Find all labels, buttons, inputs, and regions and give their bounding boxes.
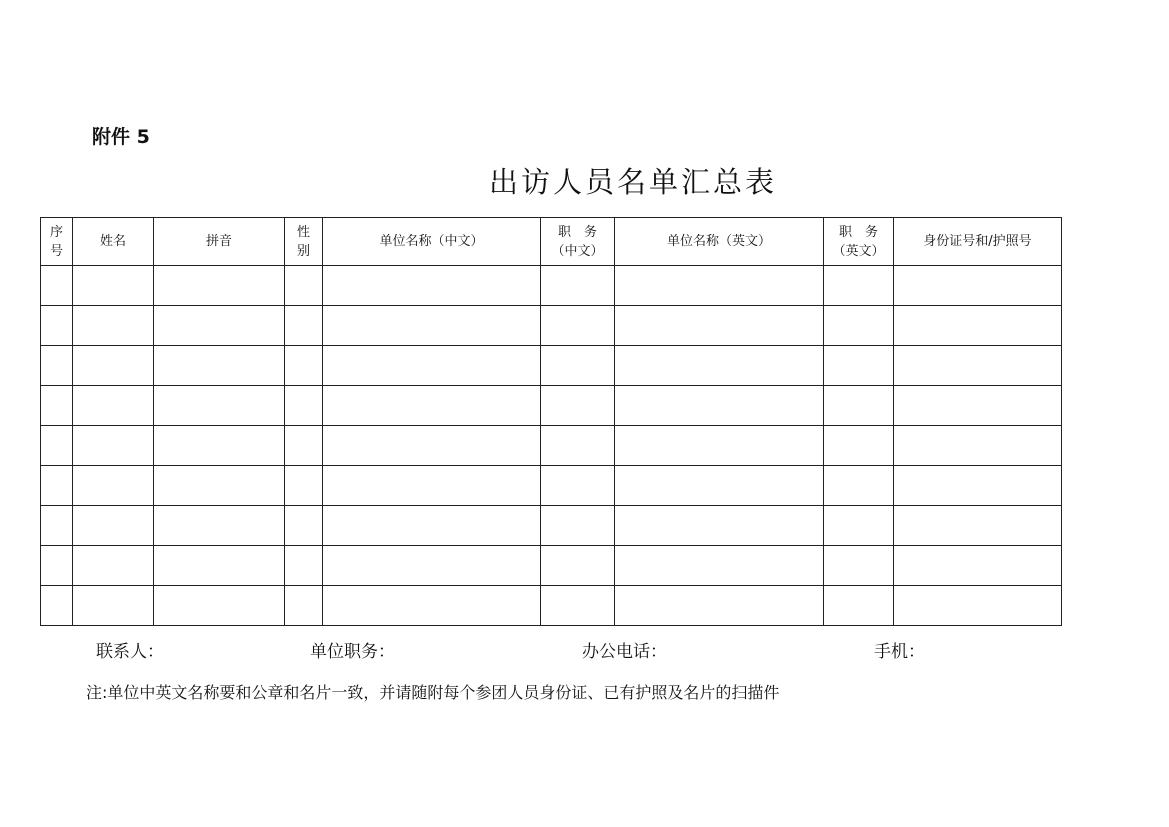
table-cell[interactable] <box>154 386 285 426</box>
footnote: 注:单位中英文名称要和公章和名片一致，并请随附每个参团人员身份证、已有护照及名片的扫描件 <box>86 683 780 702</box>
table-cell[interactable] <box>824 586 894 626</box>
table-cell[interactable] <box>285 306 323 346</box>
table-cell[interactable] <box>73 426 154 466</box>
table-cell[interactable] <box>73 266 154 306</box>
header-index: 序 号 <box>41 218 73 266</box>
table-cell[interactable] <box>824 266 894 306</box>
table-cell[interactable] <box>894 386 1062 426</box>
table-cell[interactable] <box>323 346 541 386</box>
header-title-cn: 职 务 （中文） <box>541 218 615 266</box>
table-cell[interactable] <box>894 346 1062 386</box>
table-cell[interactable] <box>824 346 894 386</box>
table-row <box>41 466 1062 506</box>
position-label: 单位职务： <box>310 642 395 662</box>
table-cell[interactable] <box>824 466 894 506</box>
header-gender: 性 别 <box>285 218 323 266</box>
contact-label: 联系人： <box>96 642 164 662</box>
table-cell[interactable] <box>285 506 323 546</box>
table-cell[interactable] <box>323 426 541 466</box>
table-cell[interactable] <box>41 426 73 466</box>
table-cell[interactable] <box>285 546 323 586</box>
header-org-cn: 单位名称（中文） <box>323 218 541 266</box>
table-cell[interactable] <box>824 306 894 346</box>
table-cell[interactable] <box>615 506 824 546</box>
table-row <box>41 506 1062 546</box>
table-cell[interactable] <box>73 586 154 626</box>
table-cell[interactable] <box>41 386 73 426</box>
table-cell[interactable] <box>894 306 1062 346</box>
table-cell[interactable] <box>323 306 541 346</box>
table-cell[interactable] <box>285 266 323 306</box>
table-cell[interactable] <box>323 546 541 586</box>
table-cell[interactable] <box>285 386 323 426</box>
table-cell[interactable] <box>285 466 323 506</box>
table-row <box>41 386 1062 426</box>
table-cell[interactable] <box>154 506 285 546</box>
table-cell[interactable] <box>615 266 824 306</box>
page-title: 出访人员名单汇总表 <box>489 165 778 199</box>
table-cell[interactable] <box>541 306 615 346</box>
table-cell[interactable] <box>894 506 1062 546</box>
table-cell[interactable] <box>73 466 154 506</box>
table-cell[interactable] <box>323 266 541 306</box>
header-org-en: 单位名称（英文） <box>615 218 824 266</box>
table-cell[interactable] <box>894 546 1062 586</box>
header-pinyin: 拼音 <box>154 218 285 266</box>
attachment-label: 附件 5 <box>92 126 150 148</box>
table-cell[interactable] <box>73 346 154 386</box>
table-cell[interactable] <box>41 346 73 386</box>
table-row <box>41 266 1062 306</box>
table-cell[interactable] <box>894 426 1062 466</box>
table-cell[interactable] <box>154 546 285 586</box>
table-cell[interactable] <box>824 386 894 426</box>
table-cell[interactable] <box>894 266 1062 306</box>
table-cell[interactable] <box>73 306 154 346</box>
table-cell[interactable] <box>41 546 73 586</box>
table-cell[interactable] <box>41 506 73 546</box>
table-cell[interactable] <box>323 386 541 426</box>
table-cell[interactable] <box>73 506 154 546</box>
table-cell[interactable] <box>615 346 824 386</box>
table-cell[interactable] <box>615 546 824 586</box>
table-cell[interactable] <box>323 466 541 506</box>
table-cell[interactable] <box>541 266 615 306</box>
table-cell[interactable] <box>154 266 285 306</box>
table-cell[interactable] <box>154 346 285 386</box>
table-cell[interactable] <box>541 386 615 426</box>
table-cell[interactable] <box>285 426 323 466</box>
table-cell[interactable] <box>41 586 73 626</box>
table-cell[interactable] <box>541 586 615 626</box>
table-cell[interactable] <box>285 586 323 626</box>
table-cell[interactable] <box>615 386 824 426</box>
table-cell[interactable] <box>824 506 894 546</box>
table-cell[interactable] <box>285 346 323 386</box>
table-cell[interactable] <box>615 586 824 626</box>
table-cell[interactable] <box>154 306 285 346</box>
table-cell[interactable] <box>541 506 615 546</box>
header-title-en: 职 务 （英文） <box>824 218 894 266</box>
table-cell[interactable] <box>154 426 285 466</box>
header-name: 姓名 <box>73 218 154 266</box>
roster-table <box>40 217 1062 626</box>
office-phone-label: 办公电话： <box>582 642 667 662</box>
table-cell[interactable] <box>541 426 615 466</box>
table-cell[interactable] <box>541 346 615 386</box>
table-cell[interactable] <box>824 546 894 586</box>
table-cell[interactable] <box>41 266 73 306</box>
table-cell[interactable] <box>894 466 1062 506</box>
header-id-passport: 身份证号和/护照号 <box>894 218 1062 266</box>
table-cell[interactable] <box>154 466 285 506</box>
table-cell[interactable] <box>41 306 73 346</box>
table-cell[interactable] <box>541 466 615 506</box>
table-body <box>41 266 1062 626</box>
table-cell[interactable] <box>323 586 541 626</box>
table-cell[interactable] <box>824 426 894 466</box>
table-row <box>41 546 1062 586</box>
table-header-row <box>41 218 1062 266</box>
table-cell[interactable] <box>615 306 824 346</box>
table-row <box>41 306 1062 346</box>
table-cell[interactable] <box>541 546 615 586</box>
table-row <box>41 586 1062 626</box>
table-row <box>41 346 1062 386</box>
table-cell[interactable] <box>615 466 824 506</box>
table-cell[interactable] <box>41 466 73 506</box>
table-cell[interactable] <box>323 506 541 546</box>
table-cell[interactable] <box>73 546 154 586</box>
table-cell[interactable] <box>615 426 824 466</box>
mobile-label: 手机： <box>874 642 925 662</box>
table-cell[interactable] <box>894 586 1062 626</box>
table-row <box>41 426 1062 466</box>
table-cell[interactable] <box>73 386 154 426</box>
table-cell[interactable] <box>154 586 285 626</box>
